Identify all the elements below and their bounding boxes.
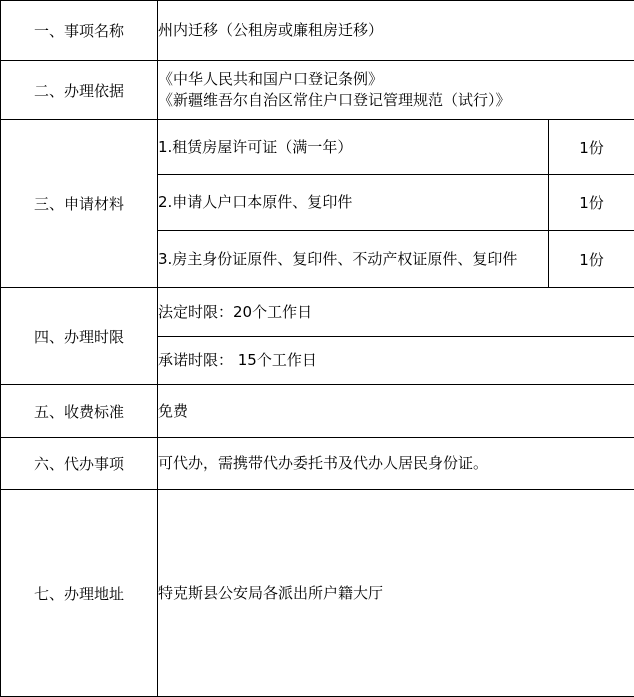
fee-value: 免费 [158, 385, 634, 438]
material-2-text: 2.申请人户口本原件、复印件 [158, 175, 549, 231]
row-item-name [1, 1, 634, 61]
material-1-text: 1.租赁房屋许可证（满一年） [158, 120, 549, 175]
address-value: 特克斯县公安局各派出所户籍大厅 [158, 490, 634, 697]
item-name-value: 州内迁移（公租房或廉租房迁移） [158, 1, 634, 61]
material-1-qty: 1份 [549, 120, 634, 175]
basis-value [158, 61, 634, 120]
time-limit-promised: 承诺时限： 15个工作日 [158, 337, 634, 385]
fee-label: 五、收费标准 [1, 385, 158, 438]
material-3-text: 3.房主身份证原件、复印件、不动产权证原件、复印件 [158, 231, 549, 288]
basis-label: 二、办理依据 [1, 61, 158, 120]
row-material-1 [1, 120, 634, 175]
row-fee [1, 385, 634, 438]
material-2-qty: 1份 [549, 175, 634, 231]
row-basis [1, 61, 634, 120]
item-name-label: 一、事项名称 [1, 1, 158, 61]
time-limit-legal: 法定时限：20个工作日 [158, 288, 634, 337]
proxy-value: 可代办，需携带代办委托书及代办人居民身份证。 [158, 438, 634, 490]
row-proxy [1, 438, 634, 490]
row-time-limit-legal [1, 288, 634, 337]
materials-label: 三、申请材料 [1, 120, 158, 288]
proxy-label: 六、代办事项 [1, 438, 158, 490]
address-label: 七、办理地址 [1, 490, 158, 697]
row-address [1, 490, 634, 697]
basis-line-2: 《新疆维吾尔自治区常住户口登记管理规范（试行）》 [158, 90, 634, 111]
basis-line-1: 《中华人民共和国户口登记条例》 [158, 69, 634, 90]
material-3-qty: 1份 [549, 231, 634, 288]
time-limit-label: 四、办理时限 [1, 288, 158, 385]
